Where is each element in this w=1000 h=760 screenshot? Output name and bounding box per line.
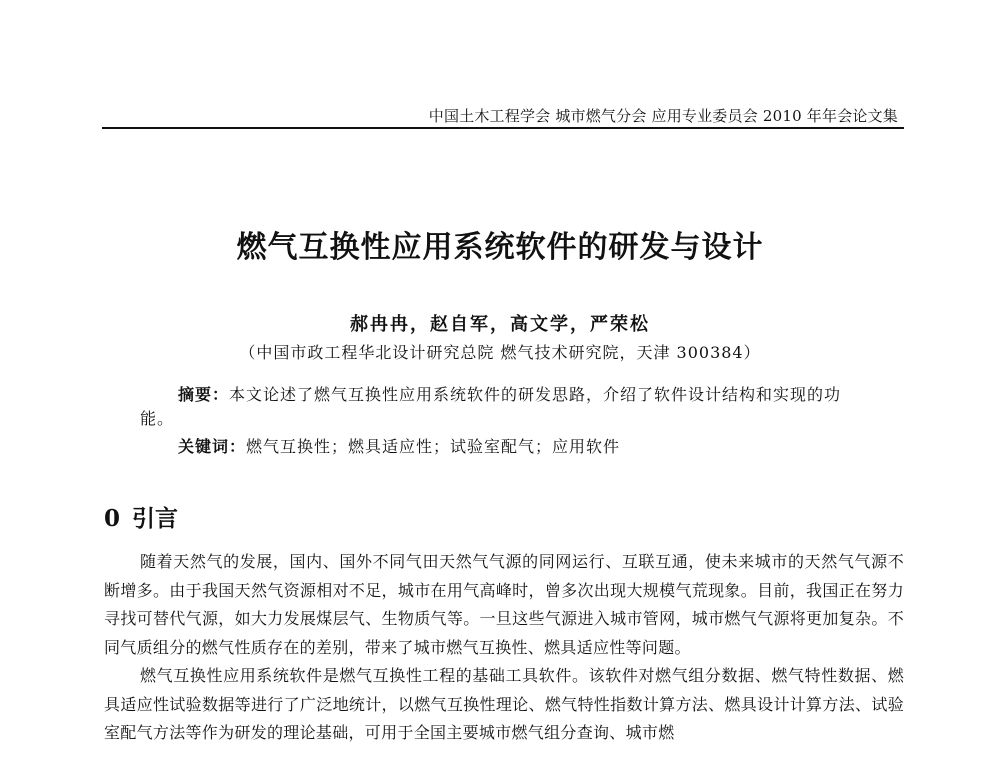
abstract <box>140 383 870 431</box>
body-text <box>104 548 904 748</box>
header-rule <box>102 127 904 129</box>
section-title: 引言 <box>132 505 179 532</box>
paper-title: 燃气互换性应用系统软件的研发与设计 <box>236 230 764 265</box>
author-list: 郝冉冉，赵自军，高文学，严荣松 <box>350 314 650 335</box>
keywords <box>178 434 620 457</box>
body-paragraph: 燃气互换性应用系统软件是燃气互换性工程的基础工具软件。该软件对燃气组分数据、燃气特性数据、燃具适应性试验数据等进行了广泛地统计，以燃气互换性理论、燃气特性指数计算方法、燃具设计计算方法、试验室配气方法等作为研发的理论基础，可用于全国主要城市燃气组分查询、城市燃 <box>104 666 904 742</box>
abstract-label: 摘要： <box>178 385 230 404</box>
section-heading <box>104 500 178 533</box>
body-paragraph: 随着天然气的发展，国内、国外不同气田天然气气源的同网运行、互联互通，使未来城市的天然气气源不断增多。由于我国天然气资源相对不足，城市在用气高峰时，曾多次出现大规模气荒现象。目前，我国正在努力寻找可替代气源，如大力发展煤层气、生物质气等。一旦这些气源进入城市管网，城市燃气气源将更加复杂。不同气质组分的燃气性质存在的差别，带来了城市燃气互换性、燃具适应性等问题。 <box>104 552 904 657</box>
keywords-text: 燃气互换性；燃具适应性；试验室配气；应用软件 <box>246 437 621 456</box>
section-number: 0 <box>104 505 121 532</box>
abstract-text: 本文论述了燃气互换性应用系统软件的研发思路，介绍了软件设计结构和实现的功能。 <box>140 385 842 428</box>
running-header: 中国土木工程学会 城市燃气分会 应用专业委员会 2010 年年会论文集 <box>428 107 898 125</box>
keywords-label: 关键词： <box>178 437 247 456</box>
author-affiliation: （中国市政工程华北设计研究总院 燃气技术研究院，天津 300384） <box>239 343 761 362</box>
